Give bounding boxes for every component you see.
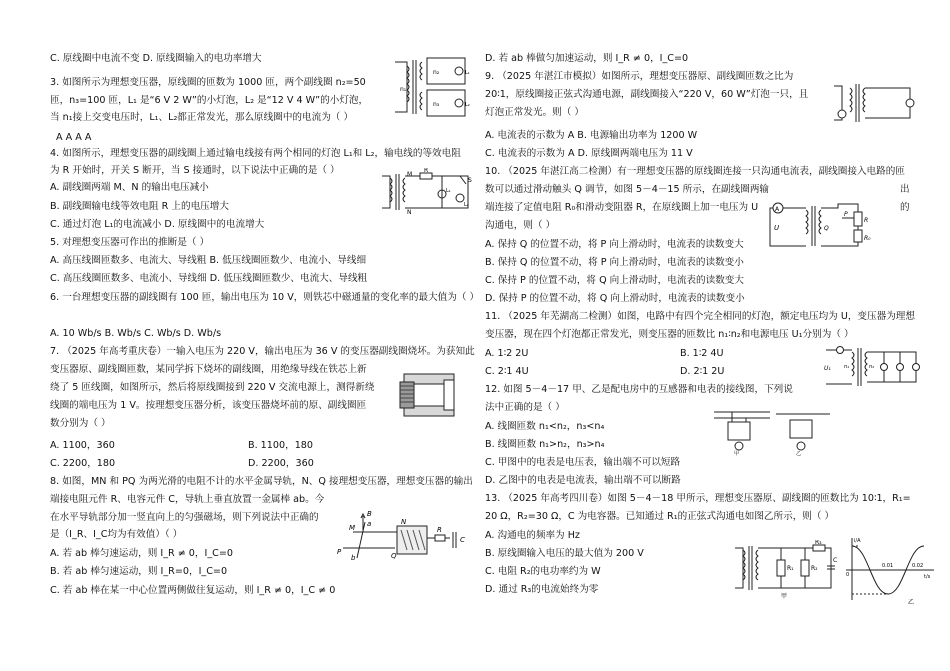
q4-label-l1: L₁: [446, 188, 451, 194]
figure-q4-circuit: [380, 168, 475, 216]
right-text-line: C. 电阻 R₂的电功率约为 W: [485, 566, 601, 577]
left-text-line: 线圈的端电压为 1 V。按理想变压器分析，该变压器烧坏前的原、副线圈匝: [50, 400, 367, 411]
q13-label-c: C: [833, 557, 838, 564]
right-text-line: A. 线圈匝数 n₁<n₂，n₃<n₄: [485, 421, 605, 432]
q10-label-r0: R₀: [864, 235, 871, 242]
left-text-line: 端接电阻元件 R、电容元件 C，导轨上垂直放置一金属棒 ab。今: [50, 494, 325, 505]
right-text-line: D. 通过 R₃的电流始终为零: [485, 584, 599, 595]
left-text-line: 为 R 开始时，开关 S 断开，当 S 接通时，以下说法中正确的是（ ）: [50, 165, 340, 176]
q13-label-yi: 乙: [908, 599, 915, 606]
left-text-line: 数分别为（ ）: [50, 418, 111, 429]
right-text-line: B. 1∶2 4U: [680, 348, 724, 359]
q10-label-q: Q: [824, 225, 829, 232]
right-text-line: A. 沟通电的频率为 Hz: [485, 530, 580, 541]
figure-q13-graph: [838, 534, 938, 606]
figure-q10-circuit: [768, 200, 878, 252]
right-text-line: A. 1∶2 2U: [485, 348, 529, 359]
right-text-line: C. 2∶1 4U: [485, 366, 529, 377]
q13-label-r3: R₃: [815, 540, 822, 546]
q4-label-n: N: [407, 209, 412, 216]
q3-label-l2: L₂: [465, 102, 470, 108]
right-text-line: 灯泡正常发光。则（ ）: [485, 107, 584, 118]
q13-graph-tlabel: t/s: [924, 574, 931, 580]
q4-label-r: R: [424, 168, 429, 174]
left-text-line: 当 n₁接上交变电压时，L₁、L₂都正常发光，那么原线圈中的电流为（ ）: [50, 112, 354, 123]
q13-graph-origin: 0: [846, 572, 850, 578]
figure-q7-core: [398, 370, 458, 420]
right-text-line: 13. （2025 年高考四川卷）如图 5－4－18 甲所示，理想变压器原、副线圈的匝数比为 10∶1，R₁=: [485, 493, 911, 504]
right-text-line: B. 保持 Q 的位置不动，将 P 向上滑动时，电流表的读数变小: [485, 257, 744, 268]
left-text-line: A. 若 ab 棒匀速运动，则 I_R ≠ 0，I_C=0: [50, 548, 233, 559]
q4-label-l2: L₂: [464, 202, 469, 208]
right-text-line: C. 甲图中的电表是电压表，输出端不可以短路: [485, 457, 681, 468]
q11-label-n1: n₁: [844, 364, 850, 370]
right-text-line: 的: [900, 202, 910, 213]
figure-q12-instrument-transformers: [712, 406, 832, 456]
left-text-line: 在水平导轨部分加一竖直向上的匀强磁场，则下列说法中正确的: [50, 512, 319, 523]
left-text-line: 是（I_R、I_C均为有效值）（ ）: [50, 529, 183, 540]
q8-label-a: a: [367, 520, 372, 528]
q11-label-n2: n₂: [869, 364, 875, 370]
figure-q13-circuit: [733, 540, 838, 600]
left-text-line: A A A A: [56, 132, 92, 143]
right-text-line: 11. （2025 年芜湖高二检测）如图，电路中有四个完全相同的灯泡，额定电压均为 U，变压器为理想: [485, 311, 915, 322]
right-text-line: 变压器，现在四个灯泡都正常发光，则变压器的匝数比 n₁∶n₂和电源电压 U₁分别为（ ）: [485, 329, 854, 340]
figure-q9-transformer: [832, 80, 917, 126]
left-text-line: 3. 如图所示为理想变压器，原线圈的匝数为 1000 匝，两个副线圈 n₂=50: [50, 77, 366, 88]
q12-label-yi: 乙: [796, 451, 802, 456]
q13-graph-tick-1: 0.01: [882, 563, 894, 569]
left-text-line: 匝，n₃=100 匝，L₁ 是“6 V 2 W”的小灯泡，L₂ 是“12 V 4 W”的小灯泡，: [50, 95, 369, 106]
right-text-line: 10. （2025 年湛江高二检测）有一理想变压器的原线圈连接一只沟通电流表，副线圈接入电路的匝: [485, 166, 905, 177]
q13-graph-ylabel: i/A: [854, 538, 861, 544]
q13-label-jia: 甲: [781, 593, 788, 600]
figure-q3-transformer: [393, 52, 471, 122]
q8-label-c: C: [460, 536, 465, 544]
q8-label-r: R: [437, 526, 442, 534]
q3-label-n2: n₂: [433, 69, 440, 76]
q10-label-r: R: [864, 217, 869, 224]
right-text-line: 20 Ω，R₂=30 Ω，C 为电容器。已知通过 R₁的正弦式沟通电如图乙所示，则（ ）: [485, 511, 835, 522]
left-text-line: 6. 一台理想变压器的副线圈有 100 匝，输出电压为 10 V，则铁芯中磁通量的变化率的最大值为（ ）: [50, 292, 480, 303]
q8-label-n: N: [401, 518, 407, 526]
left-text-line: 变压器原、副线圈匝数，某同学拆下烧坏的副线圈，用绝缘导线在铁芯上新: [50, 364, 367, 375]
left-text-line: 4. 如图所示，理想变压器的副线圈上通过输电线接有两个相同的灯泡 L₁和 L₂，输电线的等效电阻: [50, 148, 461, 159]
right-text-line: C. 电流表的示数为 A D. 原线圈两端电压为 11 V: [485, 148, 693, 159]
left-text-line: 5. 对理想变压器可作出的推断是（ ）: [50, 237, 210, 248]
left-text-line: B. 副线圈输电线等效电阻 R 上的电压增大: [50, 201, 229, 212]
q8-label-q: Q: [391, 552, 397, 560]
left-text-line: C. 高压线圈匝数多、电流小、导线细 D. 低压线圈匝数少、电流大、导线粗: [50, 273, 368, 284]
q8-label-m: M: [349, 524, 356, 532]
right-text-line: D. 乙图中的电表是电流表，输出端不可以断路: [485, 475, 681, 486]
right-text-line: D. 保持 P 的位置不动，将 Q 向上滑动时，电流表的读数变小: [485, 293, 745, 304]
q13-label-r1: R₁: [787, 565, 794, 572]
q4-label-s: S: [468, 177, 472, 184]
right-text-line: A. 电流表的示数为 A B. 电源输出功率为 1200 W: [485, 130, 698, 141]
q3-label-n3: n₃: [433, 101, 440, 108]
right-text-line: 9. （2025 年湛江市模拟）如图所示，理想变压器原、副线圈匝数之比为: [485, 71, 794, 82]
left-text-line: 8. 如图，MN 和 PQ 为两光滑的电阻不计的水平金属导轨，N、Q 接理想变压器，理想变压器的输出: [50, 476, 473, 487]
q3-label-l1: L₁: [465, 70, 470, 76]
q13-graph-tick-2: 0.02: [912, 563, 924, 569]
left-text-line: B. 1100，180: [248, 440, 314, 451]
left-text-line: D. 2200，360: [248, 458, 314, 469]
q3-label-n1: n₁: [400, 86, 407, 93]
left-text-line: A. 10 Wb/s B. Wb/s C. Wb/s D. Wb/s: [50, 328, 222, 339]
left-text-line: C. 通过灯泡 L₁的电流减小 D. 原线圈中的电流增大: [50, 219, 265, 230]
right-text-line: C. 保持 P 的位置不动，将 Q 向上滑动时，电流表的读数变大: [485, 275, 744, 286]
right-text-line: 沟通电，则（ ）: [485, 220, 556, 231]
right-text-line: 法中正确的是（ ）: [485, 402, 565, 413]
right-text-line: 出: [900, 184, 910, 195]
q10-label-p: P: [844, 211, 848, 218]
left-text-line: A. 高压线圈匝数多、电流大、导线粗 B. 低压线圈匝数少、电流小、导线细: [50, 255, 367, 266]
left-text-line: C. 2200，180: [50, 458, 116, 469]
q10-label-ammeter: A: [775, 206, 780, 213]
q11-label-u1: U₁: [824, 365, 831, 372]
q10-label-u: U: [774, 224, 780, 232]
left-text-line: C. 若 ab 棒在某一中心位置两侧做往复运动，则 I_R ≠ 0，I_C ≠ 0: [50, 585, 336, 596]
right-text-line: 12. 如图 5－4－17 甲、乙是配电房中的互感器和电表的接线图，下列说: [485, 384, 793, 395]
figure-q11-lamps: [822, 346, 922, 388]
right-text-line: B. 线圈匝数 n₁>n₂，n₃>n₄: [485, 439, 605, 450]
right-text-line: 20∶1，原线圈接正弦式沟通电源，副线圈接入“220 V，60 W”灯泡一只，且: [485, 89, 809, 100]
right-text-line: B. 原线圈输入电压的最大值为 200 V: [485, 548, 644, 559]
q12-label-jia: 甲: [734, 451, 740, 456]
q8-label-p: P: [337, 548, 342, 556]
right-text-line: D. 若 ab 棒做匀加速运动，则 I_R ≠ 0，I_C=0: [485, 53, 689, 64]
right-text-line: A. 保持 Q 的位置不动，将 P 向上滑动时，电流表的读数变大: [485, 239, 744, 250]
left-text-line: B. 若 ab 棒匀速运动，则 I_R=0，I_C=0: [50, 566, 228, 577]
left-text-line: 7. （2025 年高考重庆卷）一输入电压为 220 V，输出电压为 36 V 的变压器副线圈烧坏。为获知此: [50, 346, 475, 357]
q4-label-m: M: [407, 171, 413, 178]
left-text-line: 绕了 5 匝线圈，如图所示，然后将原线圈接到 220 V 交流电源上，测得新绕: [50, 382, 375, 393]
right-text-line: D. 2∶1 2U: [680, 366, 725, 377]
q13-label-r2: R₂: [811, 565, 818, 572]
left-text-line: A. 1100，360: [50, 440, 115, 451]
q8-label-bfield: B: [367, 510, 372, 518]
q8-label-b: b: [351, 554, 356, 562]
left-text-line: C. 原线圈中电流不变 D. 原线圈输入的电功率增大: [50, 53, 262, 64]
right-text-line: 数可以通过滑动触头 Q 调节，如图 5－4－15 所示，在副线圈两输: [485, 184, 770, 195]
left-text-line: A. 副线圈两端 M、N 的输出电压减小: [50, 182, 209, 193]
figure-q8-rails: [335, 508, 470, 563]
right-text-line: 端连接了定值电阻 R₀和滑动变阻器 R，在原线圈上加一电压为 U: [485, 202, 759, 213]
